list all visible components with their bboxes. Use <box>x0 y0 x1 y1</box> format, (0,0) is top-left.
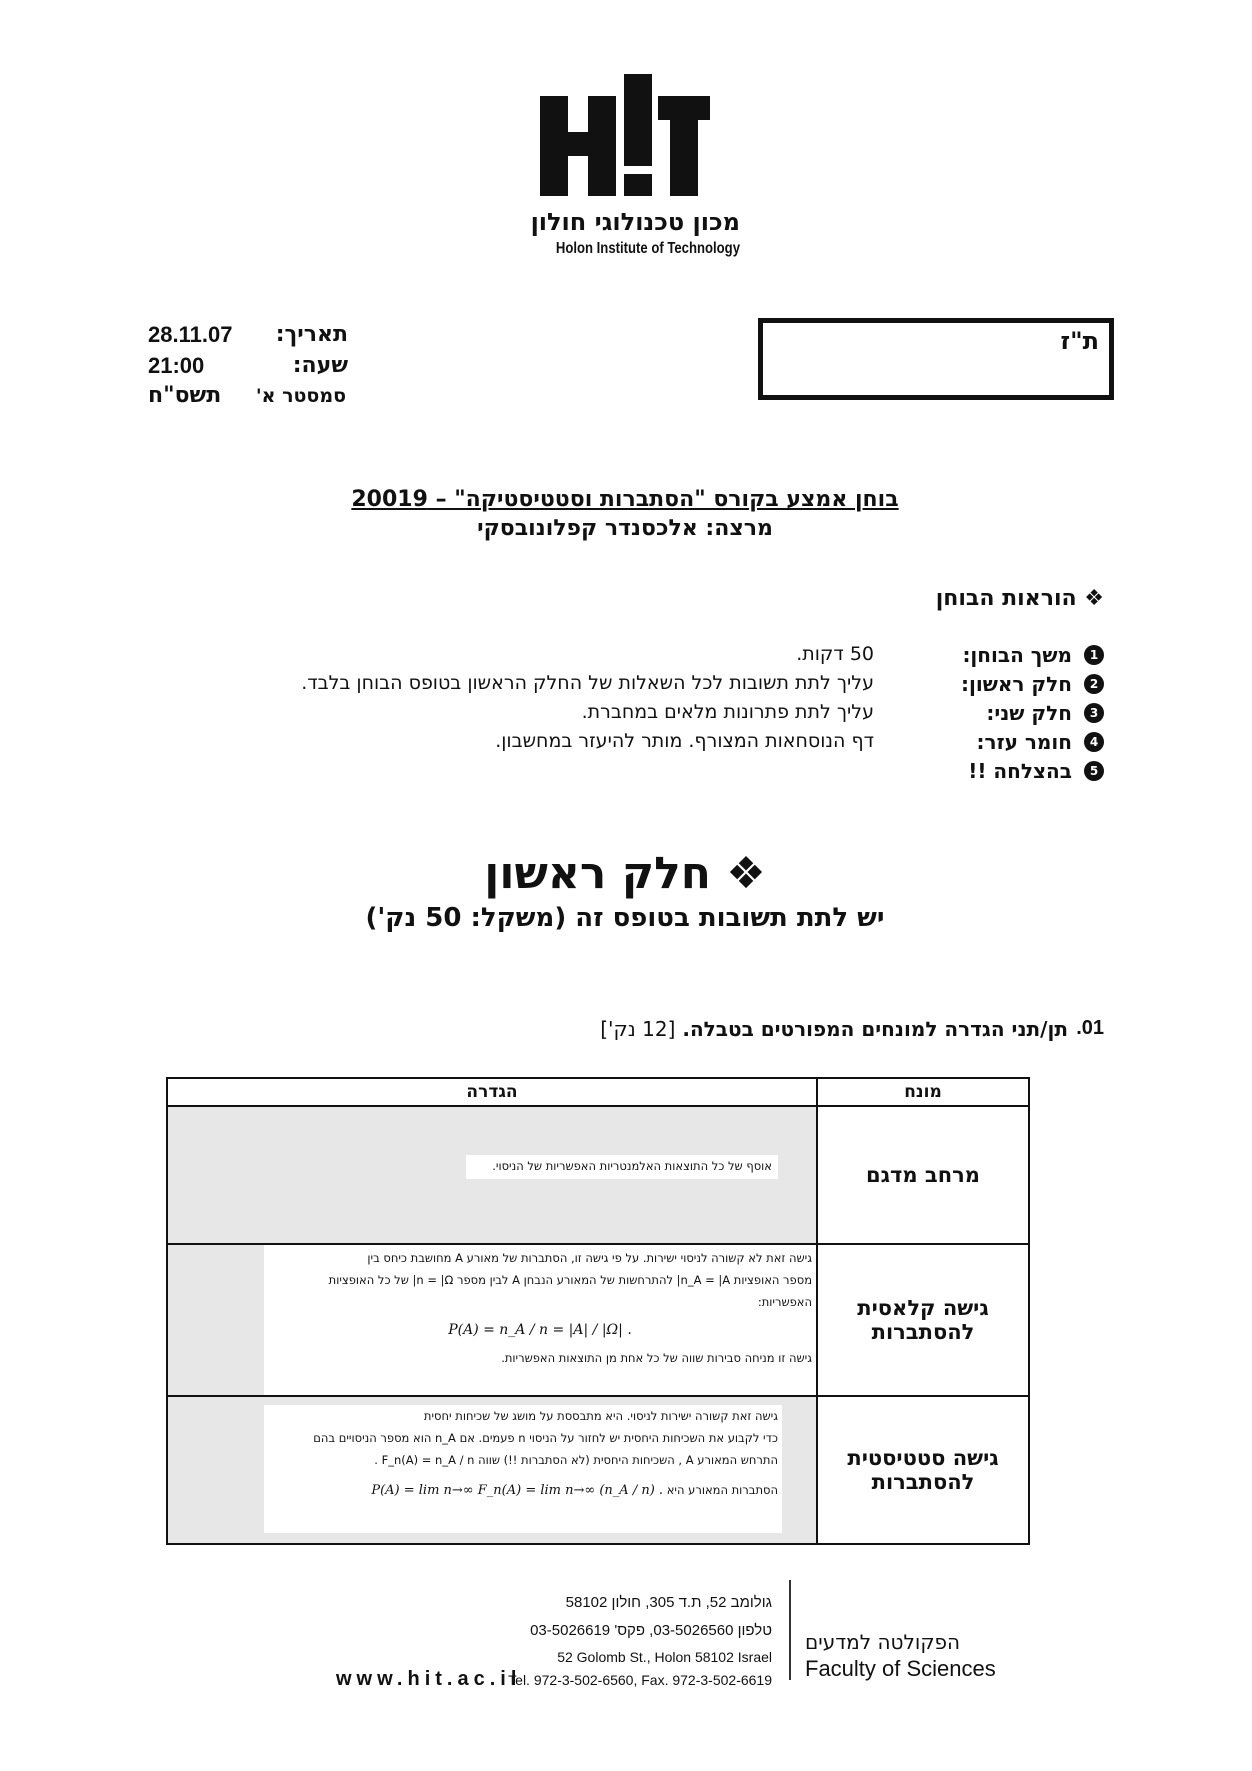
definition-line: האפשריות: <box>757 1295 812 1309</box>
footer-address-english: 52 Golomb St., Holon 58102 Israel <box>557 1649 772 1665</box>
term-cell: מרחב מדגם <box>817 1106 1029 1244</box>
instruction-value: עליך לתת תשובות לכל השאלות של החלק הראשון בטופס הבוחן בלבד. <box>301 672 874 694</box>
definition-line: מספר האופציות n_A = |A| להתרחשות של המאורע הנבחן A לבין מספר n = |Ω| של כל האופציות <box>328 1273 812 1287</box>
lecturer-name: מרצה: אלכסנדר קפלונובסקי <box>477 516 773 541</box>
footer-phone-hebrew: טלפון 03-5026560, פקס' 03-5026619 <box>530 1622 772 1639</box>
faculty-name-english: Faculty of Sciences <box>805 1656 996 1681</box>
part-one-subtitle: יש לתת תשובות בטופס זה (משקל: 50 נק') <box>365 903 885 933</box>
definition-answer-area[interactable] <box>167 1244 817 1396</box>
instruction-label: חלק שני: <box>986 701 1072 725</box>
date-value: 28.11.07 <box>148 322 233 347</box>
instruction-value: 50 דקות. <box>796 643 874 665</box>
question-body: תן/תני הגדרה למונחים המפורטים בטבלה. <box>682 1017 1068 1041</box>
time-label: שעה: <box>292 353 348 378</box>
hit-logo-icon <box>540 74 710 202</box>
classical-formula: P(A) = n_A / n = |A| / |Ω| . <box>448 1322 632 1338</box>
definition-footer: גישה זו מניחה סבירות שווה של כל אחת מן התוצאות האפשריות. <box>501 1351 812 1365</box>
definition-line: גישה זאת לא קשורה לניסוי ישירות. על פי גישה זו, הסתברות של מאורע A מחושבת כיחס בין <box>367 1251 812 1265</box>
footer-divider <box>789 1580 791 1680</box>
definition-answer-area[interactable] <box>167 1106 817 1244</box>
instruction-value: דף הנוסחאות המצורף. מותר להיעזר במחשבון. <box>495 730 874 752</box>
instruction-item <box>174 730 1104 758</box>
definition-line: גישה זאת קשורה ישירות לניסוי. היא מתבססת על מושג של שכיחות יחסית <box>423 1409 778 1423</box>
semester-value: תשס"ח <box>148 383 222 408</box>
definition-text-block <box>264 1405 782 1533</box>
table-row <box>167 1244 1029 1396</box>
definition-line: התרחש המאורע A , השכיחות היחסית (לא הסתברות !!) שווה F_n(A) = n_A / n . <box>374 1453 778 1467</box>
footer-phone-english: Tel. 972-3-502-6560, Fax. 972-3-502-6619 <box>508 1672 772 1688</box>
exam-title: בוחן אמצע בקורס "הסתברות וסטטיסטיקה" – 20019 <box>351 487 899 512</box>
statistical-formula: P(A) = lim n→∞ F_n(A) = lim n→∞ (n_A / n) . <box>371 1483 664 1498</box>
table-row <box>167 1396 1029 1544</box>
definition-line: כדי לקבוע את השכיחות היחסית יש לחזור על הניסוי n פעמים. אם n_A הוא מספר הניסויים בהם <box>313 1431 778 1445</box>
definition-text-block <box>264 1245 816 1395</box>
instruction-label: משך הבוחן: <box>962 643 1072 667</box>
table-row <box>167 1106 1029 1244</box>
instruction-label: בהצלחה !! <box>968 759 1072 783</box>
student-id-box[interactable] <box>758 318 1114 400</box>
faculty-name-hebrew: הפקולטה למדעים <box>805 1630 961 1654</box>
definition-footer: הסתברות המאורע היא <box>666 1483 778 1497</box>
student-id-label: ת"ז <box>1060 327 1099 355</box>
question-number: .01 <box>1076 1017 1104 1039</box>
instruction-item <box>174 701 1104 729</box>
question-text <box>600 1017 1068 1041</box>
logo-name-english: Holon Institute of Technology <box>555 240 740 257</box>
table-header-row <box>167 1078 1029 1106</box>
question-points: [12 נק'] <box>600 1017 676 1041</box>
bullet-number: 5 <box>1084 761 1104 781</box>
bullet-number: 3 <box>1084 703 1104 723</box>
time-value: 21:00 <box>148 353 205 378</box>
website-link[interactable]: www.hit.ac.il <box>336 1668 522 1690</box>
header-definition: הגדרה <box>167 1078 817 1106</box>
instruction-item <box>174 672 1104 700</box>
footer-address-hebrew: גולומב 52, ת.ד 305, חולון 58102 <box>565 1594 772 1611</box>
definition-formula-line <box>268 1471 778 1502</box>
instructions-heading: ❖ הוראות הבוחן <box>935 586 1104 611</box>
header-term: מונח <box>817 1078 1029 1106</box>
term-cell: גישה סטטיסטית להסתברות <box>817 1396 1029 1544</box>
instruction-label: חלק ראשון: <box>960 672 1072 696</box>
bullet-number: 2 <box>1084 674 1104 694</box>
definition-text: אוסף של כל התוצאות האלמנטריות האפשריות של הניסוי. <box>466 1155 778 1179</box>
bullet-number: 4 <box>1084 732 1104 752</box>
date-label: תאריך: <box>275 322 348 347</box>
instruction-value: עליך לתת פתרונות מלאים במחברת. <box>581 701 874 723</box>
terms-table <box>166 1077 1030 1545</box>
term-cell: גישה קלאסית להסתברות <box>817 1244 1029 1396</box>
bullet-number: 1 <box>1084 645 1104 665</box>
logo-name-hebrew: מכון טכנולוגי חולון <box>530 208 740 236</box>
instruction-item <box>174 643 1104 671</box>
instruction-label: חומר עזר: <box>976 730 1072 754</box>
definition-answer-area[interactable] <box>167 1396 817 1544</box>
part-one-title: ❖ חלק ראשון <box>484 848 766 899</box>
semester-label: סמסטר א' <box>255 385 346 407</box>
instruction-item <box>174 759 1104 787</box>
